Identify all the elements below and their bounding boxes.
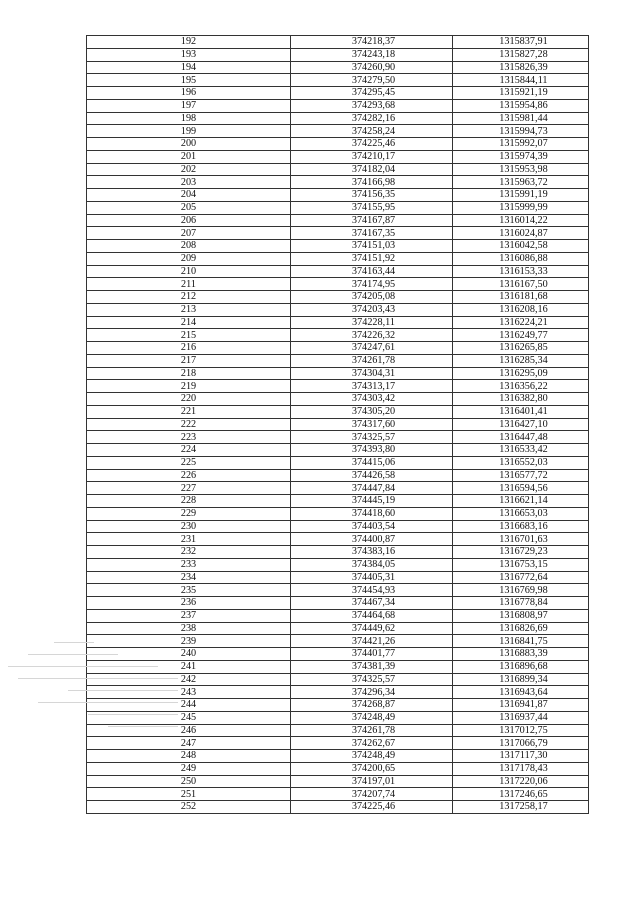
y-coordinate-cell: 1316382,80 [453,393,589,406]
y-coordinate-cell: 1316594,56 [453,482,589,495]
x-coordinate-cell: 374279,50 [291,74,453,87]
x-coordinate-cell: 374384,05 [291,558,453,571]
y-coordinate-cell: 1316729,23 [453,546,589,559]
point-number-cell: 231 [87,533,291,546]
y-coordinate-cell: 1317117,30 [453,750,589,763]
x-coordinate-cell: 374210,17 [291,150,453,163]
x-coordinate-cell: 374167,35 [291,227,453,240]
table-row [87,342,589,355]
point-number-cell: 207 [87,227,291,240]
y-coordinate-cell: 1316533,42 [453,444,589,457]
table-row [87,801,589,814]
x-coordinate-cell: 374304,31 [291,367,453,380]
x-coordinate-cell: 374405,31 [291,571,453,584]
x-coordinate-cell: 374381,39 [291,660,453,673]
y-coordinate-cell: 1316937,44 [453,711,589,724]
x-coordinate-cell: 374449,62 [291,622,453,635]
table-row [87,278,589,291]
y-coordinate-cell: 1316024,87 [453,227,589,240]
y-coordinate-cell: 1316653,03 [453,507,589,520]
point-number-cell: 241 [87,660,291,673]
table-row [87,507,589,520]
y-coordinate-cell: 1315992,07 [453,138,589,151]
point-number-cell: 235 [87,584,291,597]
point-number-cell: 251 [87,788,291,801]
x-coordinate-cell: 374262,67 [291,737,453,750]
x-coordinate-cell: 374248,49 [291,750,453,763]
x-coordinate-cell: 374268,87 [291,699,453,712]
table-row [87,775,589,788]
point-number-cell: 212 [87,291,291,304]
point-number-cell: 206 [87,214,291,227]
x-coordinate-cell: 374454,93 [291,584,453,597]
table-row [87,112,589,125]
point-number-cell: 203 [87,176,291,189]
x-coordinate-cell: 374418,60 [291,507,453,520]
point-number-cell: 240 [87,648,291,661]
table-row [87,431,589,444]
x-coordinate-cell: 374317,60 [291,418,453,431]
table-row [87,711,589,724]
x-coordinate-cell: 374247,61 [291,342,453,355]
x-coordinate-cell: 374163,44 [291,265,453,278]
table-row [87,125,589,138]
y-coordinate-cell: 1316577,72 [453,469,589,482]
y-coordinate-cell: 1316086,88 [453,252,589,265]
table-row [87,699,589,712]
point-number-cell: 242 [87,673,291,686]
point-number-cell: 195 [87,74,291,87]
table-row [87,495,589,508]
x-coordinate-cell: 374243,18 [291,48,453,61]
point-number-cell: 234 [87,571,291,584]
y-coordinate-cell: 1316808,97 [453,609,589,622]
table-row [87,558,589,571]
y-coordinate-cell: 1316356,22 [453,380,589,393]
x-coordinate-cell: 374393,80 [291,444,453,457]
table-row [87,138,589,151]
point-number-cell: 230 [87,520,291,533]
x-coordinate-cell: 374261,78 [291,354,453,367]
point-number-cell: 217 [87,354,291,367]
x-coordinate-cell: 374225,46 [291,801,453,814]
y-coordinate-cell: 1315994,73 [453,125,589,138]
point-number-cell: 197 [87,99,291,112]
x-coordinate-cell: 374325,57 [291,673,453,686]
point-number-cell: 213 [87,303,291,316]
x-coordinate-cell: 374260,90 [291,61,453,74]
y-coordinate-cell: 1315999,99 [453,201,589,214]
y-coordinate-cell: 1316941,87 [453,699,589,712]
point-number-cell: 223 [87,431,291,444]
y-coordinate-cell: 1317066,79 [453,737,589,750]
y-coordinate-cell: 1315826,39 [453,61,589,74]
point-number-cell: 246 [87,724,291,737]
table-row [87,329,589,342]
point-number-cell: 216 [87,342,291,355]
table-row [87,291,589,304]
point-number-cell: 252 [87,801,291,814]
x-coordinate-cell: 374303,42 [291,393,453,406]
table-row [87,87,589,100]
x-coordinate-cell: 374248,49 [291,711,453,724]
table-row [87,571,589,584]
coordinates-table-body [87,36,589,814]
table-row [87,201,589,214]
table-row [87,252,589,265]
x-coordinate-cell: 374155,95 [291,201,453,214]
point-number-cell: 243 [87,686,291,699]
table-row [87,686,589,699]
y-coordinate-cell: 1316826,69 [453,622,589,635]
point-number-cell: 226 [87,469,291,482]
point-number-cell: 211 [87,278,291,291]
x-coordinate-cell: 374167,87 [291,214,453,227]
x-coordinate-cell: 374151,92 [291,252,453,265]
table-row [87,635,589,648]
x-coordinate-cell: 374403,54 [291,520,453,533]
table-row [87,214,589,227]
y-coordinate-cell: 1316769,98 [453,584,589,597]
point-number-cell: 205 [87,201,291,214]
y-coordinate-cell: 1315827,28 [453,48,589,61]
table-row [87,163,589,176]
y-coordinate-cell: 1316552,03 [453,456,589,469]
point-number-cell: 236 [87,597,291,610]
table-row [87,380,589,393]
y-coordinate-cell: 1316943,64 [453,686,589,699]
table-row [87,150,589,163]
table-row [87,660,589,673]
x-coordinate-cell: 374400,87 [291,533,453,546]
y-coordinate-cell: 1316153,33 [453,265,589,278]
table-row [87,303,589,316]
point-number-cell: 218 [87,367,291,380]
point-number-cell: 222 [87,418,291,431]
point-number-cell: 244 [87,699,291,712]
x-coordinate-cell: 374226,32 [291,329,453,342]
table-row [87,393,589,406]
x-coordinate-cell: 374166,98 [291,176,453,189]
table-row [87,520,589,533]
y-coordinate-cell: 1317012,75 [453,724,589,737]
y-coordinate-cell: 1316401,41 [453,405,589,418]
table-row [87,762,589,775]
point-number-cell: 221 [87,405,291,418]
x-coordinate-cell: 374313,17 [291,380,453,393]
y-coordinate-cell: 1316772,64 [453,571,589,584]
y-coordinate-cell: 1315954,86 [453,99,589,112]
point-number-cell: 247 [87,737,291,750]
point-number-cell: 199 [87,125,291,138]
x-coordinate-cell: 374200,65 [291,762,453,775]
coordinates-table [86,35,589,814]
table-row [87,354,589,367]
point-number-cell: 232 [87,546,291,559]
table-row [87,227,589,240]
table-row [87,61,589,74]
point-number-cell: 208 [87,240,291,253]
table-row [87,36,589,49]
y-coordinate-cell: 1316167,50 [453,278,589,291]
y-coordinate-cell: 1316621,14 [453,495,589,508]
x-coordinate-cell: 374447,84 [291,482,453,495]
point-number-cell: 204 [87,189,291,202]
point-number-cell: 210 [87,265,291,278]
y-coordinate-cell: 1315837,91 [453,36,589,49]
y-coordinate-cell: 1316896,68 [453,660,589,673]
y-coordinate-cell: 1316042,58 [453,240,589,253]
y-coordinate-cell: 1316224,21 [453,316,589,329]
x-coordinate-cell: 374218,37 [291,36,453,49]
table-row [87,48,589,61]
table-row [87,648,589,661]
table-row [87,584,589,597]
y-coordinate-cell: 1315844,11 [453,74,589,87]
y-coordinate-cell: 1316841,75 [453,635,589,648]
point-number-cell: 219 [87,380,291,393]
point-number-cell: 233 [87,558,291,571]
table-row [87,788,589,801]
x-coordinate-cell: 374293,68 [291,99,453,112]
y-coordinate-cell: 1316447,48 [453,431,589,444]
point-number-cell: 227 [87,482,291,495]
x-coordinate-cell: 374295,45 [291,87,453,100]
x-coordinate-cell: 374325,57 [291,431,453,444]
point-number-cell: 215 [87,329,291,342]
table-row [87,750,589,763]
table-row [87,673,589,686]
table-row [87,456,589,469]
x-coordinate-cell: 374296,34 [291,686,453,699]
table-row [87,737,589,750]
y-coordinate-cell: 1316285,34 [453,354,589,367]
table-row [87,609,589,622]
x-coordinate-cell: 374182,04 [291,163,453,176]
point-number-cell: 201 [87,150,291,163]
y-coordinate-cell: 1316778,84 [453,597,589,610]
point-number-cell: 194 [87,61,291,74]
x-coordinate-cell: 374421,26 [291,635,453,648]
table-row [87,316,589,329]
x-coordinate-cell: 374415,06 [291,456,453,469]
x-coordinate-cell: 374197,01 [291,775,453,788]
x-coordinate-cell: 374305,20 [291,405,453,418]
point-number-cell: 225 [87,456,291,469]
point-number-cell: 237 [87,609,291,622]
x-coordinate-cell: 374467,34 [291,597,453,610]
table-row [87,176,589,189]
table-row [87,240,589,253]
x-coordinate-cell: 374228,11 [291,316,453,329]
y-coordinate-cell: 1317246,65 [453,788,589,801]
table-row [87,482,589,495]
x-coordinate-cell: 374151,03 [291,240,453,253]
y-coordinate-cell: 1316683,16 [453,520,589,533]
x-coordinate-cell: 374225,46 [291,138,453,151]
y-coordinate-cell: 1316295,09 [453,367,589,380]
table-row [87,405,589,418]
table-row [87,533,589,546]
table-row [87,724,589,737]
table-row [87,265,589,278]
y-coordinate-cell: 1316701,63 [453,533,589,546]
table-row [87,99,589,112]
point-number-cell: 209 [87,252,291,265]
x-coordinate-cell: 374205,08 [291,291,453,304]
table-row [87,418,589,431]
point-number-cell: 196 [87,87,291,100]
y-coordinate-cell: 1315974,39 [453,150,589,163]
point-number-cell: 250 [87,775,291,788]
y-coordinate-cell: 1316181,68 [453,291,589,304]
point-number-cell: 228 [87,495,291,508]
point-number-cell: 193 [87,48,291,61]
point-number-cell: 202 [87,163,291,176]
point-number-cell: 200 [87,138,291,151]
y-coordinate-cell: 1316249,77 [453,329,589,342]
table-row [87,622,589,635]
table-row [87,189,589,202]
y-coordinate-cell: 1315953,98 [453,163,589,176]
y-coordinate-cell: 1316899,34 [453,673,589,686]
y-coordinate-cell: 1316427,10 [453,418,589,431]
point-number-cell: 224 [87,444,291,457]
x-coordinate-cell: 374383,16 [291,546,453,559]
y-coordinate-cell: 1316883,39 [453,648,589,661]
x-coordinate-cell: 374203,43 [291,303,453,316]
y-coordinate-cell: 1316208,16 [453,303,589,316]
y-coordinate-cell: 1315981,44 [453,112,589,125]
point-number-cell: 249 [87,762,291,775]
point-number-cell: 229 [87,507,291,520]
point-number-cell: 248 [87,750,291,763]
y-coordinate-cell: 1317258,17 [453,801,589,814]
x-coordinate-cell: 374174,95 [291,278,453,291]
table-row [87,597,589,610]
table-row [87,469,589,482]
point-number-cell: 198 [87,112,291,125]
table-row [87,74,589,87]
point-number-cell: 245 [87,711,291,724]
y-coordinate-cell: 1317220,06 [453,775,589,788]
y-coordinate-cell: 1316014,22 [453,214,589,227]
x-coordinate-cell: 374464,68 [291,609,453,622]
table-row [87,367,589,380]
x-coordinate-cell: 374445,19 [291,495,453,508]
x-coordinate-cell: 374401,77 [291,648,453,661]
y-coordinate-cell: 1317178,43 [453,762,589,775]
y-coordinate-cell: 1315963,72 [453,176,589,189]
table-row [87,444,589,457]
point-number-cell: 192 [87,36,291,49]
x-coordinate-cell: 374261,78 [291,724,453,737]
point-number-cell: 238 [87,622,291,635]
x-coordinate-cell: 374207,74 [291,788,453,801]
point-number-cell: 220 [87,393,291,406]
y-coordinate-cell: 1315991,19 [453,189,589,202]
point-number-cell: 239 [87,635,291,648]
y-coordinate-cell: 1316753,15 [453,558,589,571]
table-row [87,546,589,559]
x-coordinate-cell: 374282,16 [291,112,453,125]
x-coordinate-cell: 374156,35 [291,189,453,202]
y-coordinate-cell: 1316265,85 [453,342,589,355]
point-number-cell: 214 [87,316,291,329]
x-coordinate-cell: 374258,24 [291,125,453,138]
x-coordinate-cell: 374426,58 [291,469,453,482]
y-coordinate-cell: 1315921,19 [453,87,589,100]
